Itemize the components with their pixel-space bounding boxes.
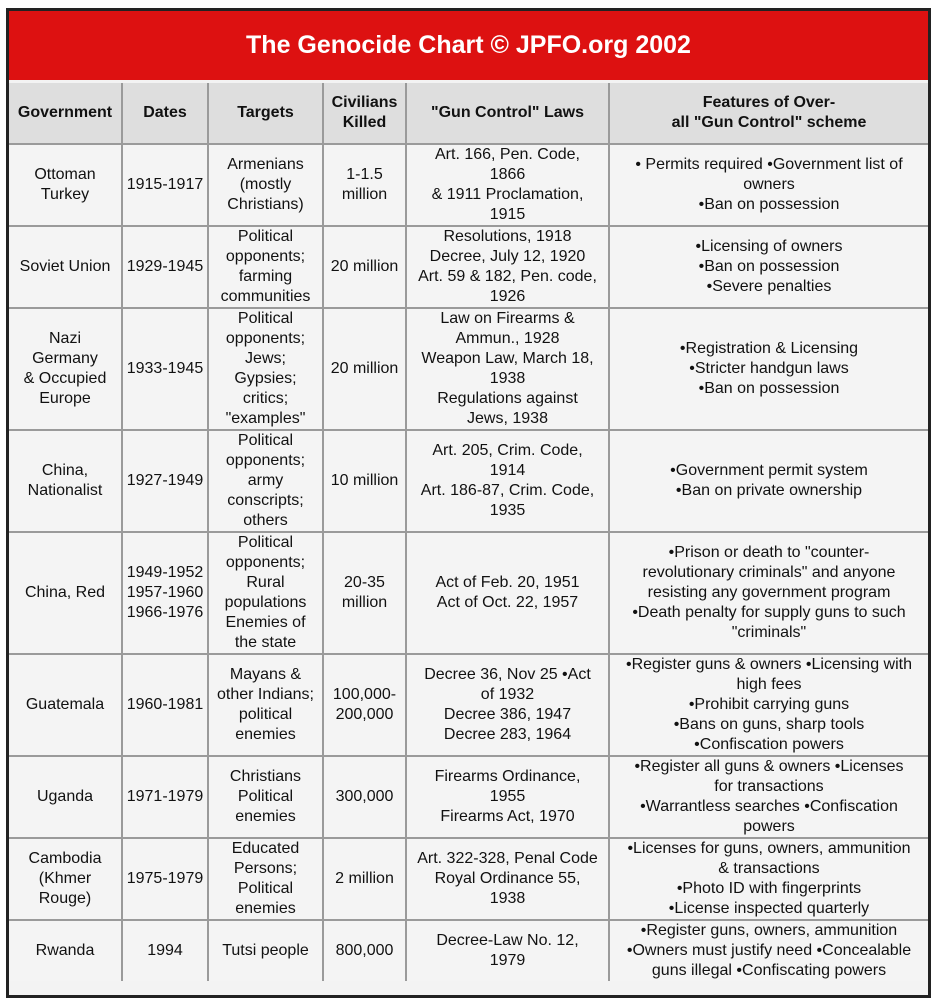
- cell-government: Soviet Union: [9, 226, 122, 308]
- cell-government: Nazi Germany & Occupied Europe: [9, 308, 122, 430]
- cell-targets: Christians Political enemies: [208, 756, 323, 838]
- header-government: Government: [9, 83, 122, 144]
- cell-features: •Government permit system •Ban on private ownership: [609, 430, 928, 532]
- table-row: [9, 756, 928, 838]
- cell-laws: Decree-Law No. 12, 1979: [406, 920, 609, 981]
- cell-dates: 1929-1945: [122, 226, 208, 308]
- cell-targets: Educated Persons; Political enemies: [208, 838, 323, 920]
- cell-targets: Mayans & other Indians; political enemies: [208, 654, 323, 756]
- cell-laws: Art. 205, Crim. Code, 1914 Art. 186-87, Crim. Code, 1935: [406, 430, 609, 532]
- cell-government: Rwanda: [9, 920, 122, 981]
- cell-killed: 100,000- 200,000: [323, 654, 406, 756]
- cell-killed: 300,000: [323, 756, 406, 838]
- cell-dates: 1915-1917: [122, 144, 208, 226]
- cell-laws: Act of Feb. 20, 1951 Act of Oct. 22, 1957: [406, 532, 609, 654]
- cell-targets: Tutsi people: [208, 920, 323, 981]
- cell-killed: 800,000: [323, 920, 406, 981]
- cell-targets: Political opponents; Jews; Gypsies; critics; "examples": [208, 308, 323, 430]
- cell-dates: 1933-1945: [122, 308, 208, 430]
- table-row: [9, 144, 928, 226]
- cell-laws: Art. 322-328, Penal Code Royal Ordinance 55, 1938: [406, 838, 609, 920]
- table-row: [9, 226, 928, 308]
- cell-features: •Register all guns & owners •Licenses for transactions •Warrantless searches •Confiscation powers: [609, 756, 928, 838]
- table-row: [9, 430, 928, 532]
- header-features: Features of Over- all "Gun Control" scheme: [609, 83, 928, 144]
- table-row: [9, 532, 928, 654]
- cell-government: China, Nationalist: [9, 430, 122, 532]
- header-civilians-killed: Civilians Killed: [323, 83, 406, 144]
- header-gun-control-laws: "Gun Control" Laws: [406, 83, 609, 144]
- genocide-chart: [6, 8, 931, 998]
- chart-title: The Genocide Chart © JPFO.org 2002: [9, 11, 928, 83]
- cell-laws: Law on Firearms & Ammun., 1928 Weapon Law, March 18, 1938 Regulations against Jews, 1938: [406, 308, 609, 430]
- cell-dates: 1971-1979: [122, 756, 208, 838]
- cell-laws: Firearms Ordinance, 1955 Firearms Act, 1970: [406, 756, 609, 838]
- cell-targets: Political opponents; farming communities: [208, 226, 323, 308]
- cell-targets: Political opponents; army conscripts; others: [208, 430, 323, 532]
- cell-dates: 1994: [122, 920, 208, 981]
- cell-dates: 1949-1952 1957-1960 1966-1976: [122, 532, 208, 654]
- cell-features: •Licenses for guns, owners, ammunition & transactions •Photo ID with fingerprints •License inspected quarterly: [609, 838, 928, 920]
- table-body: [9, 144, 928, 981]
- table-row: [9, 920, 928, 981]
- cell-government: Uganda: [9, 756, 122, 838]
- cell-features: •Registration & Licensing •Stricter handgun laws •Ban on possession: [609, 308, 928, 430]
- cell-targets: Armenians (mostly Christians): [208, 144, 323, 226]
- cell-features: • Permits required •Government list of owners •Ban on possession: [609, 144, 928, 226]
- header-dates: Dates: [122, 83, 208, 144]
- header-row: [9, 83, 928, 144]
- cell-killed: 10 million: [323, 430, 406, 532]
- cell-laws: Resolutions, 1918 Decree, July 12, 1920 Art. 59 & 182, Pen. code, 1926: [406, 226, 609, 308]
- cell-killed: 2 million: [323, 838, 406, 920]
- cell-killed: 20 million: [323, 308, 406, 430]
- table-row: [9, 838, 928, 920]
- cell-features: •Register guns, owners, ammunition •Owners must justify need •Concealable guns illegal •Confiscating powers: [609, 920, 928, 981]
- table-row: [9, 654, 928, 756]
- cell-government: China, Red: [9, 532, 122, 654]
- cell-killed: 1-1.5 million: [323, 144, 406, 226]
- cell-features: •Prison or death to "counter- revolutionary criminals" and anyone resisting any government program •Death penalty for supply guns to such "criminals": [609, 532, 928, 654]
- cell-dates: 1975-1979: [122, 838, 208, 920]
- cell-dates: 1927-1949: [122, 430, 208, 532]
- cell-dates: 1960-1981: [122, 654, 208, 756]
- cell-features: •Register guns & owners •Licensing with high fees •Prohibit carrying guns •Bans on guns, sharp tools •Confiscation powers: [609, 654, 928, 756]
- cell-features: •Licensing of owners •Ban on possession •Severe penalties: [609, 226, 928, 308]
- cell-government: Ottoman Turkey: [9, 144, 122, 226]
- table-row: [9, 308, 928, 430]
- cell-laws: Art. 166, Pen. Code, 1866 & 1911 Proclamation, 1915: [406, 144, 609, 226]
- cell-laws: Decree 36, Nov 25 •Act of 1932 Decree 386, 1947 Decree 283, 1964: [406, 654, 609, 756]
- cell-government: Guatemala: [9, 654, 122, 756]
- genocide-table: [9, 83, 928, 981]
- cell-government: Cambodia (Khmer Rouge): [9, 838, 122, 920]
- cell-killed: 20 million: [323, 226, 406, 308]
- cell-targets: Political opponents; Rural populations Enemies of the state: [208, 532, 323, 654]
- cell-killed: 20-35 million: [323, 532, 406, 654]
- header-targets: Targets: [208, 83, 323, 144]
